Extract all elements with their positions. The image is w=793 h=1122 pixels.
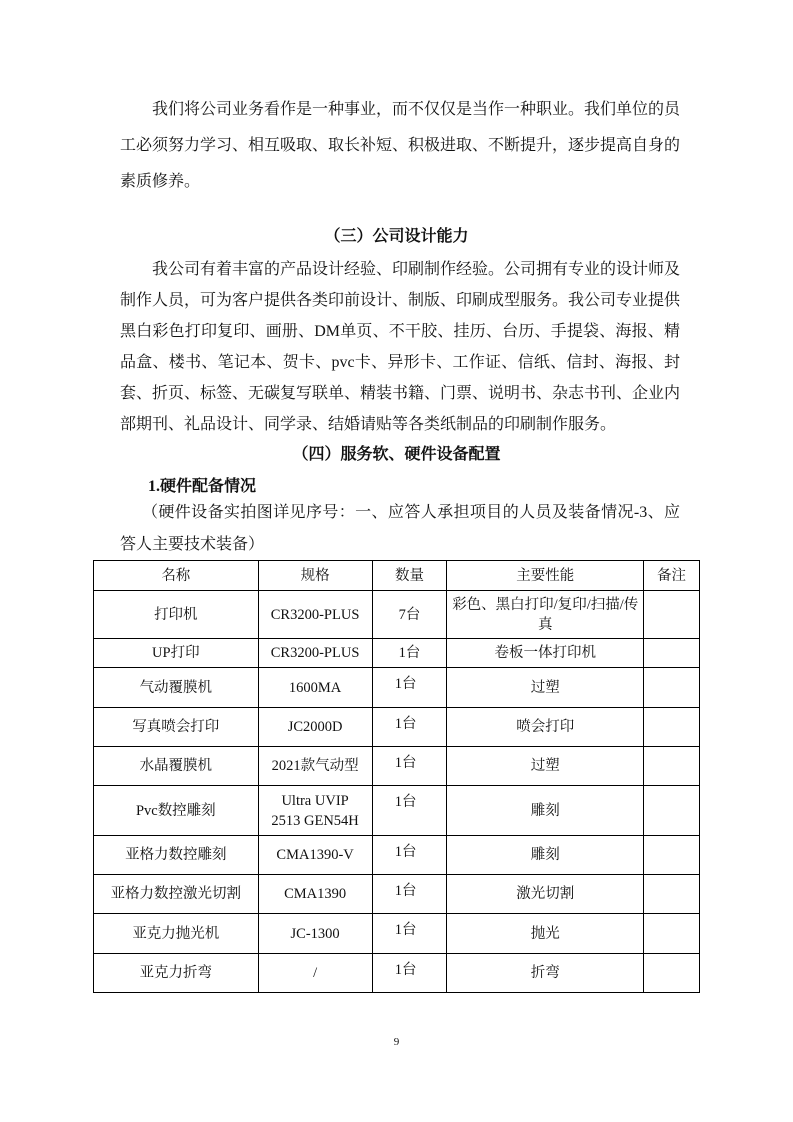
text-line: 品盒、楼书、笔记本、贺卡、pvc卡、异形卡、工作证、信纸、信封、海报、封 xyxy=(120,354,680,371)
cell-qty: 1台 xyxy=(372,954,447,993)
text-line: 部期刊、礼品设计、同学录、结婚请贴等各类纸制品的印刷制作服务。 xyxy=(120,416,617,433)
cell-qty: 1台 xyxy=(372,639,447,668)
cell-qty: 1台 xyxy=(372,914,447,954)
table-row xyxy=(94,591,700,639)
header-performance: 主要性能 xyxy=(447,561,644,591)
header-qty: 数量 xyxy=(372,561,447,591)
text-line: 工必须努力学习、相互吸取、取长补短、积极进取、不断提升，逐步提高自身的 xyxy=(120,137,681,154)
cell-spec: 2021款气动型 xyxy=(258,747,372,786)
cell-qty: 1台 xyxy=(372,786,447,836)
table-row xyxy=(94,708,700,747)
cell-qty: 7台 xyxy=(372,591,447,639)
text-line: 制作人员，可为客户提供各类印前设计、制版、印刷成型服务。我公司专业提供 xyxy=(120,292,681,309)
cell-remark xyxy=(644,954,700,993)
cell-spec: Ultra UVIP 2513 GEN54H xyxy=(258,786,372,836)
subheading-hardware: 1.硬件配备情况 xyxy=(148,478,257,495)
cell-performance: 彩色、黑白打印/复印/扫描/传真 xyxy=(447,591,644,639)
cell-performance: 雕刻 xyxy=(447,786,644,836)
cell-name: 亚克力抛光机 xyxy=(94,914,259,954)
cell-spec: CMA1390 xyxy=(258,875,372,914)
cell-performance: 卷板一体打印机 xyxy=(447,639,644,668)
cell-spec: / xyxy=(258,954,372,993)
cell-remark xyxy=(644,668,700,708)
table-row xyxy=(94,954,700,993)
text-line: 素质修养。 xyxy=(120,173,201,190)
cell-qty: 1台 xyxy=(372,875,447,914)
cell-spec: CR3200-PLUS xyxy=(258,591,372,639)
cell-performance: 过塑 xyxy=(447,747,644,786)
cell-name: 亚格力数控雕刻 xyxy=(94,836,259,875)
hardware-table xyxy=(93,560,700,993)
cell-remark xyxy=(644,591,700,639)
cell-remark xyxy=(644,708,700,747)
table-row xyxy=(94,836,700,875)
note-line: （硬件设备实拍图详见序号：一、应答人承担项目的人员及装备情况-3、应 xyxy=(142,504,680,521)
cell-qty: 1台 xyxy=(372,747,447,786)
section-heading-design-capability: （三）公司设计能力 xyxy=(324,228,469,245)
cell-performance: 激光切割 xyxy=(447,875,644,914)
cell-name: 亚格力数控激光切割 xyxy=(94,875,259,914)
cell-remark xyxy=(644,914,700,954)
table-row xyxy=(94,747,700,786)
cell-name: 气动覆膜机 xyxy=(94,668,259,708)
cell-spec: JC2000D xyxy=(258,708,372,747)
cell-spec: JC-1300 xyxy=(258,914,372,954)
cell-qty: 1台 xyxy=(372,708,447,747)
cell-remark xyxy=(644,875,700,914)
header-name: 名称 xyxy=(94,561,259,591)
text-line: 我们将公司业务看作是一种事业，而不仅仅是当作一种职业。我们单位的员 xyxy=(152,101,681,118)
cell-name: Pvc数控雕刻 xyxy=(94,786,259,836)
cell-performance: 折弯 xyxy=(447,954,644,993)
cell-spec: 1600MA xyxy=(258,668,372,708)
cell-performance: 喷会打印 xyxy=(447,708,644,747)
table-row xyxy=(94,875,700,914)
table-row xyxy=(94,639,700,668)
cell-name: 水晶覆膜机 xyxy=(94,747,259,786)
cell-remark xyxy=(644,786,700,836)
header-spec: 规格 xyxy=(258,561,372,591)
cell-spec: CMA1390-V xyxy=(258,836,372,875)
cell-qty: 1台 xyxy=(372,836,447,875)
page-number: 9 xyxy=(393,1036,400,1048)
text-line: 套、折页、标签、无碳复写联单、精装书籍、门票、说明书、杂志书刊、企业内 xyxy=(120,385,681,402)
cell-spec: CR3200-PLUS xyxy=(258,639,372,668)
cell-remark xyxy=(644,639,700,668)
text-line: 我公司有着丰富的产品设计经验、印刷制作经验。公司拥有专业的设计师及 xyxy=(152,261,681,278)
cell-name: 写真喷会打印 xyxy=(94,708,259,747)
table-row xyxy=(94,786,700,836)
cell-name: 打印机 xyxy=(94,591,259,639)
cell-remark xyxy=(644,747,700,786)
cell-performance: 抛光 xyxy=(447,914,644,954)
cell-remark xyxy=(644,836,700,875)
table-row xyxy=(94,914,700,954)
header-remark: 备注 xyxy=(644,561,700,591)
cell-performance: 过塑 xyxy=(447,668,644,708)
cell-name: UP打印 xyxy=(94,639,259,668)
section-heading-equipment: （四）服务软、硬件设备配置 xyxy=(292,446,501,463)
table-row xyxy=(94,668,700,708)
cell-qty: 1台 xyxy=(372,668,447,708)
text-line: 黑白彩色打印复印、画册、DM单页、不干胶、挂历、台历、手提袋、海报、精 xyxy=(120,323,680,340)
note-line: 答人主要技术装备） xyxy=(120,536,265,553)
cell-name: 亚克力折弯 xyxy=(94,954,259,993)
cell-performance: 雕刻 xyxy=(447,836,644,875)
